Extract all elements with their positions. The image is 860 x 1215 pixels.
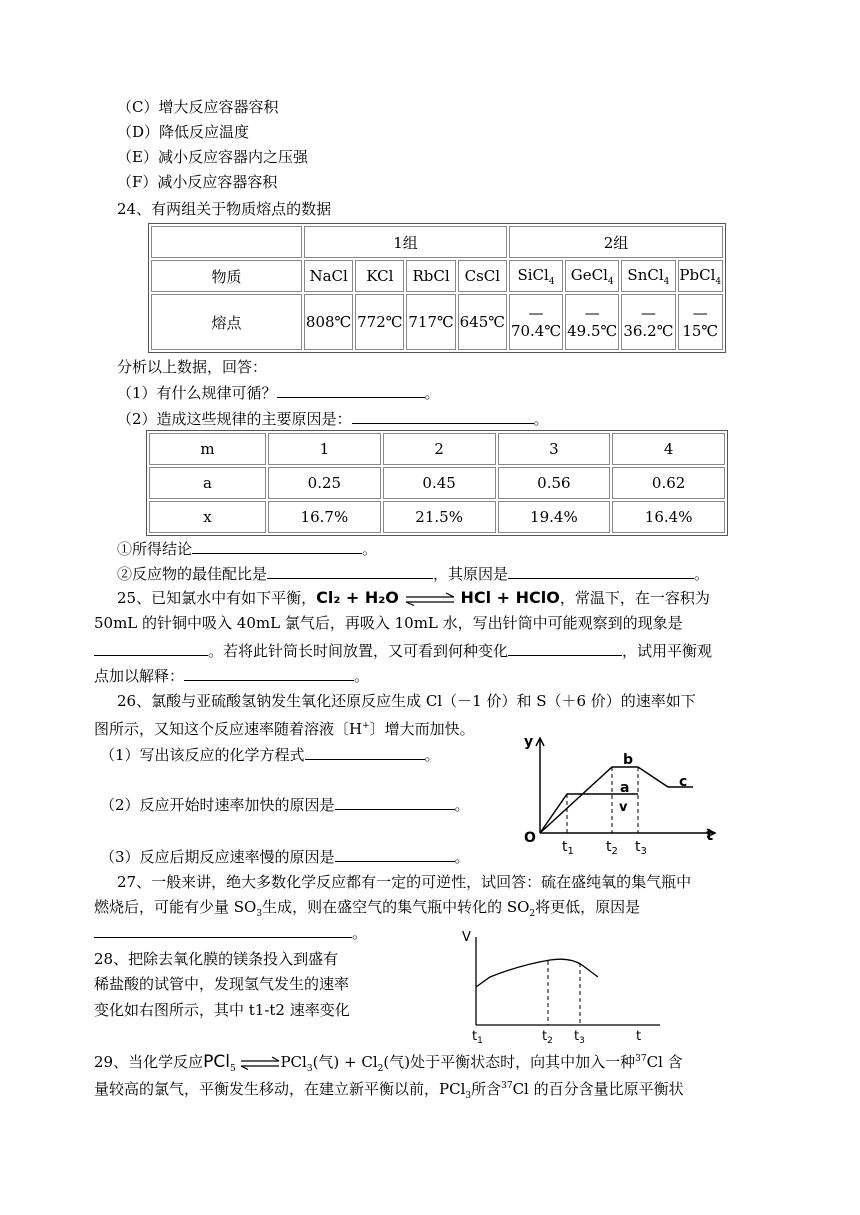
mp-cell: — 15℃ [678, 294, 724, 350]
x-cell: 16.7% [268, 501, 381, 533]
substance-cell: KCl [355, 260, 404, 292]
svg-text:t3: $t_3$ [574, 1029, 585, 1046]
a-cell: 0.25 [268, 467, 381, 499]
substance-cell: RbCl [406, 260, 455, 292]
a-cell: 0.45 [383, 467, 496, 499]
q29-line2: 量较高的氯气，平衡发生移动，在建立新平衡以前，PCl$_3$所含$^{37}$Cl 的百分含量比原平衡状 [94, 1080, 684, 1101]
t3-label: $t_3$ [635, 839, 647, 857]
q26-part2: （2）反应开始时速率加快的原因是 。 [100, 796, 470, 814]
substance-cell: CsCl [458, 260, 507, 292]
a-cell: 0.62 [612, 467, 725, 499]
x-cell: 21.5% [383, 501, 496, 533]
conclusion-1: ①所得结论 。 [117, 540, 378, 558]
mp-cell: 645℃ [458, 294, 507, 350]
a-cell: 0.56 [498, 467, 611, 499]
substance-cell: GeCl$_4$ [565, 260, 619, 292]
v-label: V [462, 930, 471, 945]
mp-cell: — 49.5℃ [565, 294, 619, 350]
q27-line3: 。 [94, 922, 367, 943]
x-label: x [149, 501, 266, 533]
q28-line1: 28、把除去氧化膜的镁条投入到盛有 [94, 950, 339, 968]
melting-point-table [148, 223, 726, 353]
group1-header: 1组 [304, 226, 507, 258]
equilibrium-arrow-icon [240, 1056, 280, 1070]
mp-cell: — 70.4℃ [509, 294, 563, 350]
q27-line2: 燃烧后，可能有少量 $SO_3$生成，则在盛空气的集气瓶中转化的 $SO_2$将更低，原因是 [94, 898, 641, 919]
mp-cell: — 36.2℃ [621, 294, 675, 350]
m-cell: 1 [268, 433, 381, 465]
mp-cell: 717℃ [406, 294, 455, 350]
q29-line1: 29、当化学反应PCl$_5$ PCl$_3$(气) + $Cl_2$(气)处于平衡状态时，向其中加入一种$^{37}$Cl 含 [94, 1052, 683, 1074]
x-cell: 16.4% [612, 501, 725, 533]
option-d: （D）降低反应温度 [117, 123, 250, 141]
origin-label: O [524, 830, 536, 846]
rate-graph-q28 [462, 925, 670, 1046]
q26-part1: （1）写出该反应的化学方程式 。 [100, 746, 440, 764]
mp-cell: 808℃ [304, 294, 353, 350]
v-label: v [619, 800, 628, 815]
x-cell: 19.4% [498, 501, 611, 533]
ratio-table [146, 430, 728, 536]
y-label: y [524, 734, 534, 750]
q24-title: 24、有两组关于物质熔点的数据 [117, 200, 332, 218]
q25-line4: 点加以解释： 。 [94, 667, 370, 685]
option-e: （E）减小反应容器内之压强 [117, 148, 308, 166]
q26-part3: （3）反应后期反应速率慢的原因是 。 [100, 848, 470, 866]
t2-label: $t_2$ [606, 839, 618, 857]
rate-graph-q26 [510, 730, 730, 858]
t1-label: $t_1$ [562, 839, 574, 857]
substance-cell: PbCl$_4$ [678, 260, 724, 292]
q24-part1: （1）有什么规律可循？ 。 [117, 384, 440, 402]
equilibrium-arrow-icon [404, 592, 456, 606]
group2-header: 2组 [509, 226, 723, 258]
q27-line1: 27、一般来讲，绝大多数化学反应都有一定的可逆性，试回答：硫在盛纯氧的集气瓶中 [117, 873, 692, 891]
substance-cell: SiCl$_4$ [509, 260, 563, 292]
b-label: b [623, 752, 634, 768]
option-c: （C）增大反应容器容积 [117, 98, 279, 116]
a-label: a [149, 467, 266, 499]
q25-line2: 50mL 的针铜中吸入 40mL 氯气后，再吸入 10mL 水，写出针筒中可能观察到的现象是 [94, 614, 683, 632]
svg-text:t1: $t_1$ [472, 1029, 483, 1046]
mp-row-label: 熔点 [151, 294, 302, 350]
q28-line2: 稀盐酸的试管中，发现氢气发生的速率 [94, 975, 350, 993]
m-cell: 4 [612, 433, 725, 465]
svg-text:t2: $t_2$ [542, 1029, 553, 1046]
q24-part2: （2）造成这些规律的主要原因是： 。 [117, 410, 549, 428]
mp-cell: 772℃ [355, 294, 404, 350]
m-label: m [149, 433, 266, 465]
t-label: t [636, 1029, 642, 1044]
header-empty-cell [151, 226, 302, 258]
substance-row-label: 物质 [151, 260, 302, 292]
q25-line3: 。若将此针筒长时间放置，又可看到何种变化 ，试用平衡观 [94, 640, 712, 661]
substance-cell: SnCl$_4$ [621, 260, 675, 292]
m-cell: 2 [383, 433, 496, 465]
c-label: c [679, 774, 688, 790]
option-f: （F）减小反应容器容积 [117, 173, 278, 191]
analysis-prompt: 分析以上数据，回答： [117, 358, 268, 376]
q26-line1: 26、氯酸与亚硫酸氢钠发生氧化还原反应生成 Cl（－1 价）和 S（＋6 价）的速率如下 [117, 692, 696, 710]
q28-line3: 变化如右图所示，其中 t1-t2 速率变化 [94, 1001, 350, 1019]
a-label: a [620, 780, 630, 796]
conclusion-2: ②反应物的最佳配比是 ，其原因是 。 [117, 565, 710, 583]
t-label: t [706, 826, 714, 844]
substance-cell: NaCl [304, 260, 353, 292]
q25-line1: 25、已知氯水中有如下平衡，Cl₂ + H₂O HCl + HClO，常温下，在一容积为 [117, 588, 710, 607]
m-cell: 3 [498, 433, 611, 465]
q26-line2: 图所示，又知这个反应速率随着溶液〔H+〕增大而加快。 [94, 720, 475, 738]
